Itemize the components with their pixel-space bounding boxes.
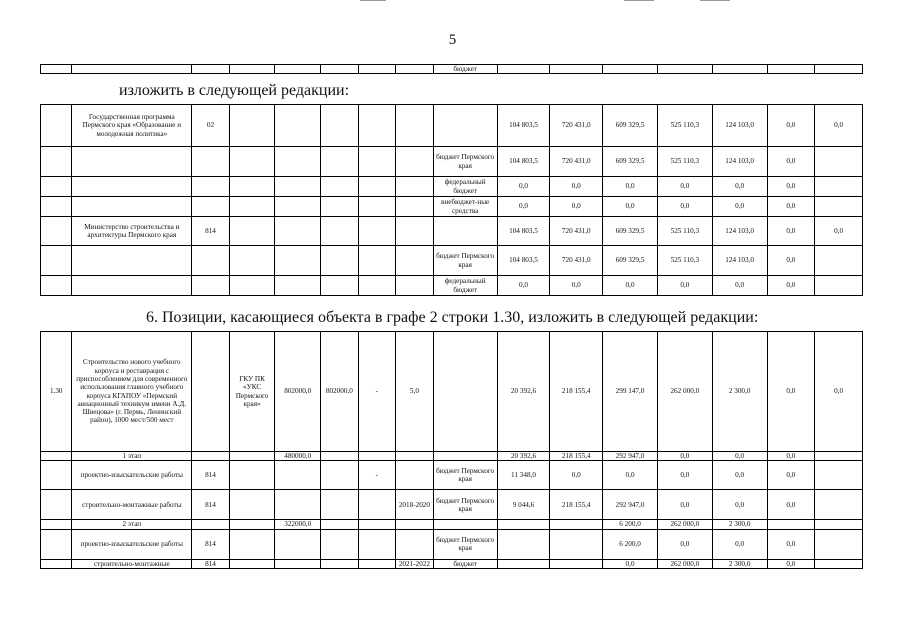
table-cell [321,559,359,568]
table-cell: 218 155,4 [550,490,603,520]
table-cell [396,217,434,246]
table-cell [275,461,321,490]
table-cell: 322000,0 [275,520,321,529]
table-cell: 609 329,5 [603,105,658,147]
table-cell: 814 [192,559,230,568]
table-cell: бюджет Пермского края [433,147,497,177]
table-cell: бюджет Пермского края [433,490,497,520]
cell [712,65,767,74]
table-cell: 814 [192,461,230,490]
table-cell: 0,0 [767,276,815,296]
table-cell [275,197,321,217]
table-row [41,332,863,452]
table-cell: 0,0 [712,177,767,197]
table-cell [396,520,434,529]
table-cell: - [358,332,396,452]
table-cell: 9 044,6 [497,490,550,520]
table-row [41,559,863,568]
table-cell [433,105,497,147]
table-cell [497,559,550,568]
table-cell [321,147,359,177]
table-cell: 292 947,0 [603,452,658,461]
table-cell: 525 110,3 [657,105,712,147]
table-cell: строительно-монтажные работы [72,490,192,520]
table-cell: 0,0 [815,217,863,246]
table-cell [41,490,72,520]
table-cell [275,559,321,568]
table-cell: 0,0 [657,490,712,520]
table-cell [229,177,275,197]
table-cell: 0,0 [767,490,815,520]
table-cell: 0,0 [603,197,658,217]
table-cell: 609 329,5 [603,217,658,246]
table-cell: 720 431,0 [550,246,603,276]
table-cell [275,147,321,177]
table-cell [72,177,192,197]
table-cell: 104 803,5 [497,217,550,246]
table-cell: 0,0 [550,461,603,490]
table-cell [41,452,72,461]
cell [396,65,434,74]
table-cell [229,490,275,520]
table-cell [192,332,230,452]
table-cell: 720 431,0 [550,147,603,177]
table-cell: 6 200,0 [603,520,658,529]
table-cell [358,246,396,276]
table-cell: Строительство нового учебного корпуса и реставрация с приспособлением для современного использования главного учебного корпуса КГАПОУ «Пермский авиационный техникум имени А.Д. Швецова» (г. Пермь, Ленинский район), 1000 мест/500 мест [72,332,192,452]
table-cell [229,276,275,296]
cell [229,65,275,74]
table-cell [321,529,359,559]
table-cell: 525 110,3 [657,147,712,177]
table-cell [72,246,192,276]
table-cell [815,490,863,520]
table-cell [41,177,72,197]
table-cell [815,559,863,568]
table-cell: 802000,0 [275,332,321,452]
table-cell [275,217,321,246]
table-cell: 0,0 [712,197,767,217]
table-cell: 0,0 [657,529,712,559]
table-cell [229,217,275,246]
table-row [41,177,863,197]
object-table [40,331,863,569]
table-cell [41,529,72,559]
table-cell: 0,0 [657,177,712,197]
table-cell [497,520,550,529]
table-row [41,276,863,296]
table-cell: ГКУ ПК «УКС Пермского края» [229,332,275,452]
table-cell: 0,0 [767,177,815,197]
table-cell [396,461,434,490]
table-cell: 0,0 [497,197,550,217]
table-cell [358,559,396,568]
top-edge-mark-left [360,0,386,1]
table-cell: 480000,0 [275,452,321,461]
table-cell [229,559,275,568]
table-cell: 262 000,0 [657,332,712,452]
table-row [41,197,863,217]
table-cell: 0,0 [712,490,767,520]
table-cell [41,246,72,276]
table-cell: 1 этап [72,452,192,461]
table-cell: 609 329,5 [603,246,658,276]
table-cell [41,461,72,490]
table-cell [321,246,359,276]
table-cell: 0,0 [815,105,863,147]
table-cell [358,217,396,246]
table-cell [275,529,321,559]
table-cell [358,452,396,461]
table-cell [72,147,192,177]
table-cell [396,246,434,276]
table-cell: 20 392,6 [497,452,550,461]
table-cell: 0,0 [767,246,815,276]
table-cell: 0,0 [603,461,658,490]
table-cell: 0,0 [603,276,658,296]
table-cell [229,197,275,217]
table-cell [321,105,359,147]
table-cell: 0,0 [603,559,658,568]
table-cell [192,147,230,177]
table-cell: 802000,0 [321,332,359,452]
table-cell: 0,0 [657,452,712,461]
table-cell [41,197,72,217]
table-cell: 0,0 [767,147,815,177]
table-cell: 0,0 [712,452,767,461]
table-cell: 1.30 [41,332,72,452]
table-cell: 0,0 [497,276,550,296]
table-cell: 0,0 [657,461,712,490]
table-cell [41,520,72,529]
table-cell [275,490,321,520]
table-cell: 814 [192,490,230,520]
table-cell: бюджет Пермского края [433,461,497,490]
table-cell: 609 329,5 [603,147,658,177]
table-cell: внебюджет-ные средства [433,197,497,217]
table-row [41,105,863,147]
table-cell [358,105,396,147]
cell [767,65,815,74]
table-cell: 292 947,0 [603,490,658,520]
table-cell [229,529,275,559]
table-cell [229,461,275,490]
table-cell [192,452,230,461]
table-cell [192,246,230,276]
table-cell: 525 110,3 [657,246,712,276]
table-cell [192,177,230,197]
table-cell [815,147,863,177]
table-cell: - [358,461,396,490]
table-cell: строительно-монтажные [72,559,192,568]
cell [41,65,72,74]
table-cell: 0,0 [767,332,815,452]
table-cell [396,452,434,461]
table-cell [815,452,863,461]
table-cell [41,217,72,246]
table-cell: федеральный бюджет [433,177,497,197]
table-cell: бюджет Пермского края [433,246,497,276]
top-fragment-table [40,64,863,74]
table-cell [433,452,497,461]
table-cell: 20 392,6 [497,332,550,452]
section-heading-2: 6. Позиции, касающиеся объекта в графе 2 строки 1.30, изложить в следующей редакции: [146,309,759,326]
section-heading-1: изложить в следующей редакции: [119,82,350,99]
table-row [41,217,863,246]
cell [321,65,359,74]
table-cell: Министерство строительства и архитектуры Пермского края [72,217,192,246]
top-edge-mark-right [700,0,730,1]
table-cell [41,276,72,296]
table-cell: 0,0 [767,452,815,461]
table-cell: 0,0 [657,197,712,217]
table-cell [550,529,603,559]
table-cell: Государственная программа Пермского края «Образование и молодежная политика» [72,105,192,147]
table-cell [358,197,396,217]
table-cell: 0,0 [767,559,815,568]
table-cell [41,559,72,568]
table-cell: 0,0 [767,217,815,246]
table-cell [192,276,230,296]
table-cell: 02 [192,105,230,147]
table-cell [396,105,434,147]
budget-cell: бюджет [433,65,497,74]
table-cell [229,147,275,177]
table-cell: 0,0 [603,177,658,197]
cell [358,65,396,74]
table-cell: 262 000,0 [657,559,712,568]
table-cell: 124 103,0 [712,246,767,276]
table-cell: 0,0 [497,177,550,197]
table-cell: 0,0 [550,177,603,197]
table-row [41,452,863,461]
table-cell [358,520,396,529]
table-cell: 0,0 [712,276,767,296]
table-cell [192,520,230,529]
table-cell: 0,0 [767,105,815,147]
table-cell: 11 348,0 [497,461,550,490]
table-cell [72,197,192,217]
table-row [41,490,863,520]
table-cell: 814 [192,529,230,559]
cell [275,65,321,74]
table-cell [396,529,434,559]
table-cell [321,490,359,520]
table-cell: проектно-изыскательские работы [72,529,192,559]
table-cell [229,520,275,529]
table-cell: бюджет [433,559,497,568]
table-cell: 124 103,0 [712,147,767,177]
table-cell: 2 300,0 [712,332,767,452]
table-cell [275,246,321,276]
table-cell: 720 431,0 [550,217,603,246]
table-cell: 104 803,5 [497,246,550,276]
table-cell: 5,0 [396,332,434,452]
table-cell: 0,0 [550,197,603,217]
table-cell: 814 [192,217,230,246]
cell [192,65,230,74]
table-cell [321,461,359,490]
table-cell [321,177,359,197]
table-cell: 0,0 [550,276,603,296]
table-cell [72,276,192,296]
table-cell: 525 110,3 [657,217,712,246]
table-cell: 104 803,5 [497,147,550,177]
table-cell [396,147,434,177]
table-cell [41,147,72,177]
table-cell: 0,0 [657,276,712,296]
table-cell: 2 этап [72,520,192,529]
table-row [41,246,863,276]
table-cell: 124 103,0 [712,217,767,246]
table-cell: 2018-2020 [396,490,434,520]
table-cell [358,529,396,559]
table-cell: 0,0 [815,332,863,452]
table-cell: федеральный бюджет [433,276,497,296]
top-edge-mark-mid [624,0,654,1]
table-cell [433,217,497,246]
table-cell [358,276,396,296]
table-cell [815,461,863,490]
table-cell [275,177,321,197]
table-cell [321,276,359,296]
table-cell: 299 147,0 [603,332,658,452]
table-cell: 0,0 [767,529,815,559]
table-cell: 2 300,0 [712,559,767,568]
cell [603,65,658,74]
table-cell: 2 300,0 [712,520,767,529]
table-cell: 262 000,0 [657,520,712,529]
table-row [41,461,863,490]
table-cell [41,105,72,147]
table-cell [321,217,359,246]
table-cell [358,177,396,197]
table-cell: 0,0 [712,529,767,559]
table-cell [358,147,396,177]
table-cell [358,490,396,520]
table-cell [321,520,359,529]
table-cell: 6 200,0 [603,529,658,559]
table-cell: 104 803,5 [497,105,550,147]
table-cell [192,197,230,217]
table-row [41,520,863,529]
table-cell [275,105,321,147]
table-cell [815,520,863,529]
table-cell: 124 103,0 [712,105,767,147]
table-cell: 0,0 [712,461,767,490]
cell [72,65,192,74]
table-cell: 218 155,4 [550,332,603,452]
cell [497,65,550,74]
table-cell [815,276,863,296]
table-cell [550,520,603,529]
table-cell [229,452,275,461]
table-cell [550,559,603,568]
table-cell [396,177,434,197]
table-cell [767,520,815,529]
table-cell: 720 431,0 [550,105,603,147]
table-cell [396,276,434,296]
table-cell [433,332,497,452]
table-cell [815,177,863,197]
table-cell [229,246,275,276]
table-cell [815,529,863,559]
table-cell: проектно-изыскательские работы [72,461,192,490]
table-cell: бюджет Пермского края [433,529,497,559]
page-number: 5 [448,32,457,48]
table-cell: 218 155,4 [550,452,603,461]
table-cell: 2021-2022 [396,559,434,568]
table-cell [229,105,275,147]
table-cell [275,276,321,296]
table-cell [815,197,863,217]
cell [657,65,712,74]
table-cell [815,246,863,276]
table-cell [321,452,359,461]
table-cell [497,529,550,559]
table-row [41,147,863,177]
table-cell: 0,0 [767,197,815,217]
table-cell: 0,0 [767,461,815,490]
table-cell [433,520,497,529]
table-row [41,529,863,559]
table-cell [321,197,359,217]
program-table [40,104,863,296]
cell [550,65,603,74]
cell [815,65,863,74]
table-cell [396,197,434,217]
